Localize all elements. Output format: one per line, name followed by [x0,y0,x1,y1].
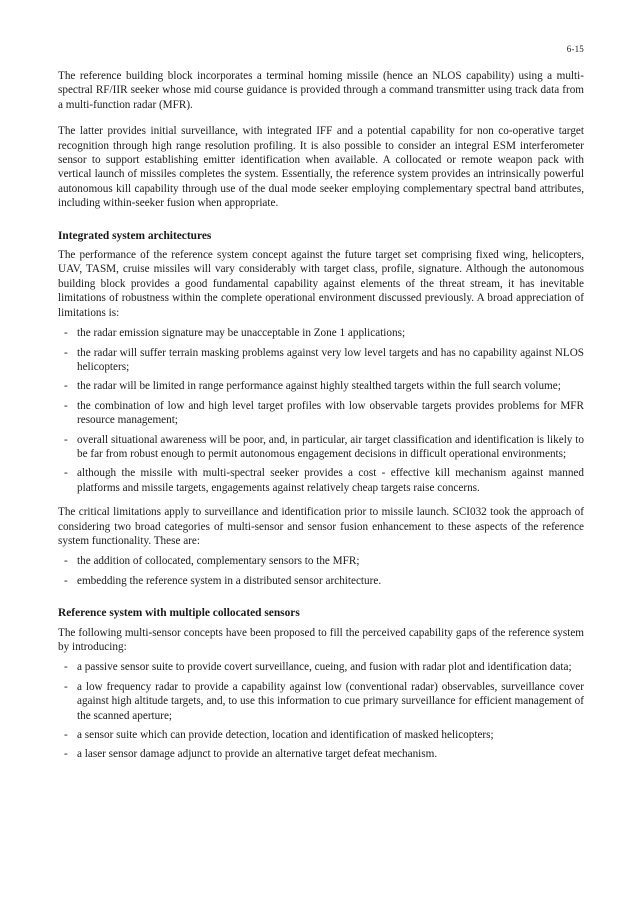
list-item [58,574,584,588]
enhancement-categories-list [58,554,584,588]
bullet-dash: - [64,555,68,568]
page-number: 6-15 [566,44,584,54]
list-item-text: the combination of low and high level target profiles with low observable targets provides problems for MFR resource management; [77,399,584,427]
section-heading-integrated-architectures: Integrated system architectures [58,229,212,242]
list-item-text: a laser sensor damage adjunct to provide an alternative target defeat mechanism. [77,748,438,761]
list-item-text: a passive sensor suite to provide covert surveillance, cueing, and fusion with radar plot and identification data; [77,661,572,674]
bullet-dash: - [64,680,68,693]
paragraph-critical-limitations: The critical limitations apply to surveillance and identification prior to missile launch. SCI032 took the approach of considering two broad categories of multi-sensor and sensor fusion enhancement to these aspects of the reference system functionality. These are: [58,506,584,547]
bullet-dash: - [64,729,68,742]
list-item-text: although the missile with multi-spectral seeker provides a cost - effective kill mechanism against manned platforms and missile targets, engagements against relatively cheap targets raise concerns. [77,467,584,494]
list-item [58,660,584,674]
list-item [58,466,584,495]
list-item-text: a low frequency radar to provide a capability against low (conventional radar) observables, surveillance cover against high altitude targets, and, to use this information to cue primary surveillance for efficient management of the scanned aperture; [77,680,584,722]
paragraph-multi-sensor-concepts: The following multi-sensor concepts have been proposed to fill the perceived capability gaps of the reference system by introducing: [58,626,584,653]
list-item-text: the radar will suffer terrain masking problems against very low level targets and has no capability against NLOS helicopters; [77,346,584,373]
bullet-dash: - [64,346,68,359]
list-item-text: the addition of collocated, complementary sensors to the MFR; [77,555,360,568]
bullet-dash: - [64,380,68,393]
list-item [58,680,584,723]
list-item-text: the radar emission signature may be unacceptable in Zone 1 applications; [77,327,406,340]
list-item [58,747,584,761]
list-item [58,554,584,568]
bullet-dash: - [64,748,68,761]
paragraph-initial-surveillance: The latter provides initial surveillance, with integrated IFF and a potential capability for non co-operative target recognition through high range resolution profiling. It is also possible to consider an integral ESM interferometer sensor to support establishing emitter identification when available. A collocated or remote weapon pack with vertical launch of missiles completes the system. Essentially, the reference system provides an intrinsically powerful autonomous kill capability through use of the dual mode seeker employing complementary spectral band attributes, including within-seeker fusion when appropriate. [58,125,584,210]
paragraph-performance: The performance of the reference system concept against the future target set comprising fixed wing, helicopters, UAV, TASM, cruise missiles will vary considerably with target class, profile, signature. Although the autonomous building block provides a good fundamental capability against elements of the threat stream, it has inevitable limitations of robustness within the complete operational environment discussed previously. A broad appreciation of limitations is: [58,249,584,319]
list-item [58,433,584,462]
bullet-dash: - [64,327,68,340]
list-item [58,728,584,742]
bullet-dash: - [64,574,68,587]
list-item-text: overall situational awareness will be poor, and, in particular, air target classification and identification is likely to be far from robust enough to permit autonomous engagement decisions in difficult operational environments; [77,433,584,460]
list-item-text: a sensor suite which can provide detection, location and identification of masked helicopters; [77,729,494,742]
list-item [58,346,584,375]
bullet-dash: - [64,399,68,412]
list-item-text: the radar will be limited in range performance against highly stealthed targets within the full search volume; [77,380,561,393]
multi-sensor-concepts-list [58,660,584,761]
bullet-dash: - [64,433,68,446]
list-item [58,399,584,428]
bullet-dash: - [64,467,68,480]
list-item [58,326,584,340]
bullet-dash: - [64,661,68,674]
page-body [58,69,584,772]
paragraph-reference-building-block: The reference building block incorporates a terminal homing missile (hence an NLOS capability) using a multi-spectral RF/IIR seeker whose mid course guidance is provided through a command transmitter using track data from a multi-function radar (MFR). [58,70,584,111]
list-item [58,379,584,393]
limitations-list [58,326,584,495]
section-heading-collocated-sensors: Reference system with multiple collocated sensors [58,607,300,620]
list-item-text: embedding the reference system in a distributed sensor architecture. [77,574,382,587]
